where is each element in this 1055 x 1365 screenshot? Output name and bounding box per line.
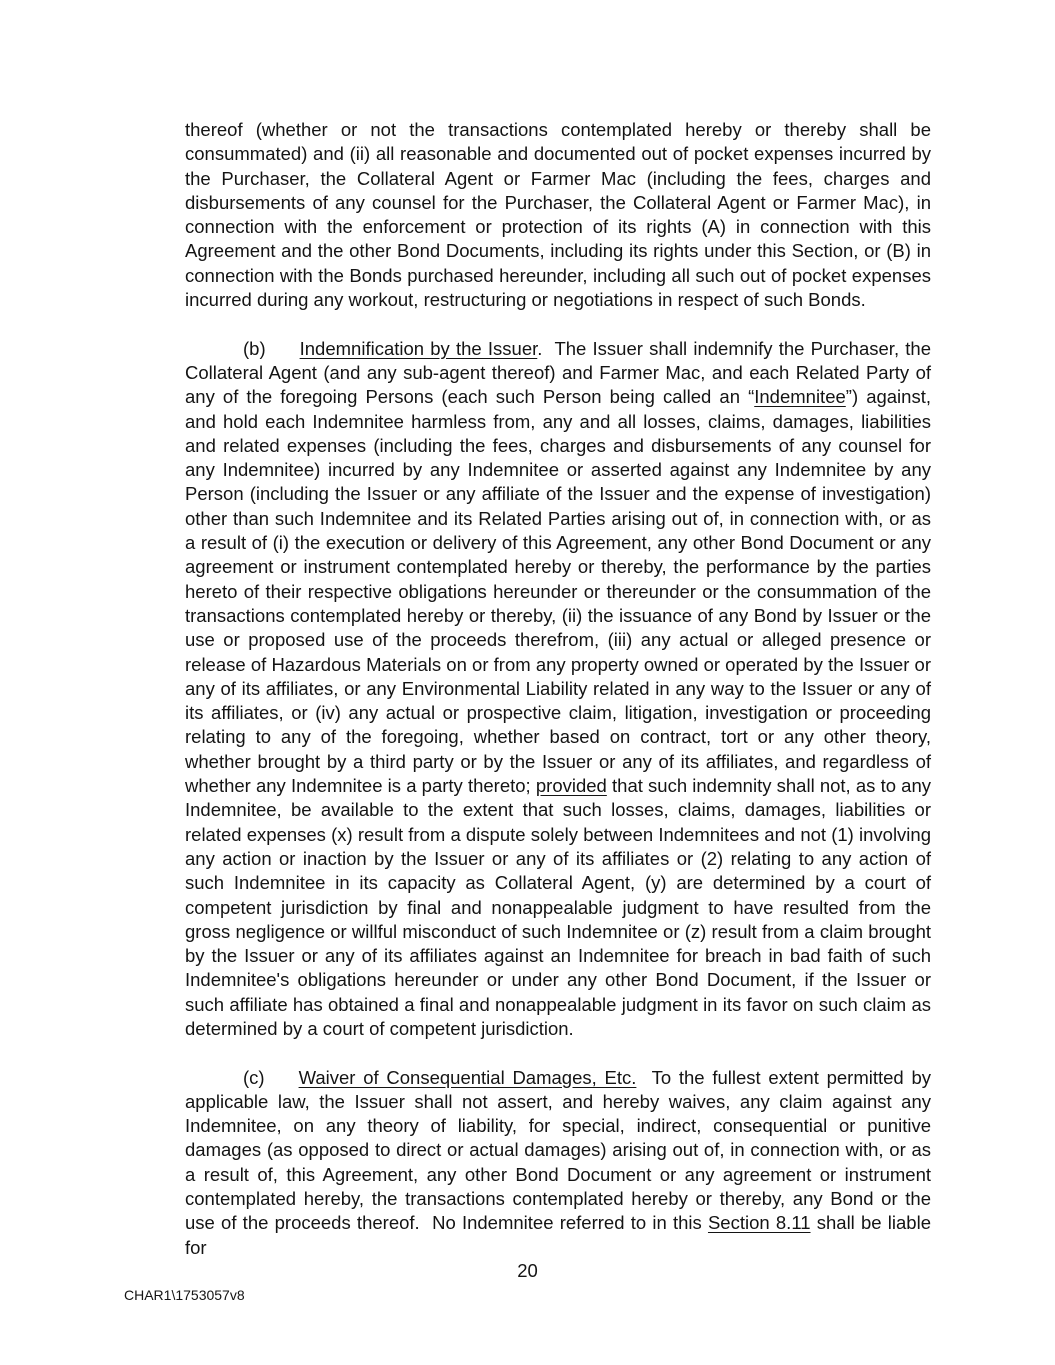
underlined-text-run: Section 8.11: [707, 1212, 811, 1234]
document-body: [185, 118, 931, 1284]
page-number: 20: [517, 1260, 538, 1281]
text-run: thereof (whether or not the transactions contemplated hereby or thereby shall be consummated) and (ii) all reasonable and documented out of pocket expenses incurred by the Purchaser, the Collateral Agent or Farmer Mac (including the fees, charges and disbursements of any counsel for the Purchaser, the Collateral Agent or Farmer Mac), in connection with the enforcement or protection of its rights (A) in connection with this Agreement and the other Bond Documents, including its rights under this Section, or (B) in connection with the Bonds purchased hereunder, including all such out of pocket expenses incurred during any workout, restructuring or negotiations in respect of such Bonds.: [185, 119, 931, 311]
document-reference-number: CHAR1\1753057v8: [124, 1287, 245, 1303]
paragraph: [185, 337, 931, 1042]
text-run: . The Issuer shall indemnify the Purchaser, the Collateral Agent (and any sub-agent thereof) and Farmer Mac, and each Related Party of any of the foregoing Persons (each such Person being called an “: [185, 337, 931, 408]
text-run: To the fullest extent permitted by applicable law, the Issuer shall not assert, and hereby waives, any claim against any Indemnitee, on any theory of liability, for special, indirect, consequential or punitive damages (as opposed to direct or actual damages) arising out of, in connection with, or as a result of, this Agreement, any other Bond Document or any agreement or instrument contemplated hereby, the transactions contemplated hereby or thereby, any Bond or the use of the proceeds thereof. No Indemnitee referred to in this: [185, 1066, 932, 1234]
text-run: that such indemnity shall not, as to any Indemnitee, be available to the extent that such losses, claims, damages, liabilities or related expenses (x) result from a dispute solely between Indemnitees and not (1) involving any action or inaction by the Issuer or any of its affiliates or (2) relating to any action of such Indemnitee in its capacity as Collateral Agent, (y) are determined by a court of competent jurisdiction by final and nonappealable judgment to have resulted from the gross negligence or willful misconduct of such Indemnitee or (z) result from a claim brought by the Issuer or any of its affiliates against an Indemnitee for breach in bad faith of such Indemnitee's obligations hereunder or under any other Bond Document, if the Issuer or such affiliate has obtained a final and nonappealable judgment in its favor on such claim as determined by a court of competent jurisdiction.: [185, 775, 931, 1039]
underlined-text-run: provided: [535, 775, 607, 797]
paragraph: [185, 118, 931, 312]
text-run: shall be liable for: [185, 1212, 931, 1258]
underlined-text-run: Indemnitee: [754, 386, 846, 408]
text-run: ”) against, and hold each Indemnitee harmless from, any and all losses, claims, damages, liabilities and related expenses (including the fees, charges and disbursements of any counsel for any Indemnitee) incurred by any Indemnitee or asserted against any Indemnitee by any Person (including the Issuer or any affiliate of the Issuer and the expense of investigation) other than such Indemnitee and its Related Parties arising out of, in connection with, or as a result of (i) the execution or delivery of this Agreement, any other Bond Document or any agreement or instrument contemplated hereby or thereby, the performance by the parties hereto of their respective obligations hereunder or thereunder or the consummation of the transactions contemplated hereby or thereby, (ii) the issuance of any Bond by Issuer or the use or proposed use of the proceeds therefrom, (iii) any actual or alleged presence or release of Hazardous Materials on or from any property owned or operated by the Issuer or any of its affiliates, or any Environmental Liability related in any way to the Issuer or any of its affiliates, or (iv) any actual or prospective claim, litigation, investigation or proceeding relating to any of the foregoing, whether based on contract, tort or any other theory, whether brought by a third party or by the Issuer or any of its affiliates, and regardless of whether any Indemnitee is a party thereto;: [185, 386, 931, 797]
underlined-text-run: Indemnification by the Issuer: [299, 337, 538, 359]
paragraph-label: (c): [243, 1066, 265, 1088]
underlined-text-run: Waiver of Consequential Damages, Etc.: [298, 1066, 637, 1088]
paragraph: [185, 1066, 931, 1260]
paragraph-label: (b): [243, 337, 266, 359]
